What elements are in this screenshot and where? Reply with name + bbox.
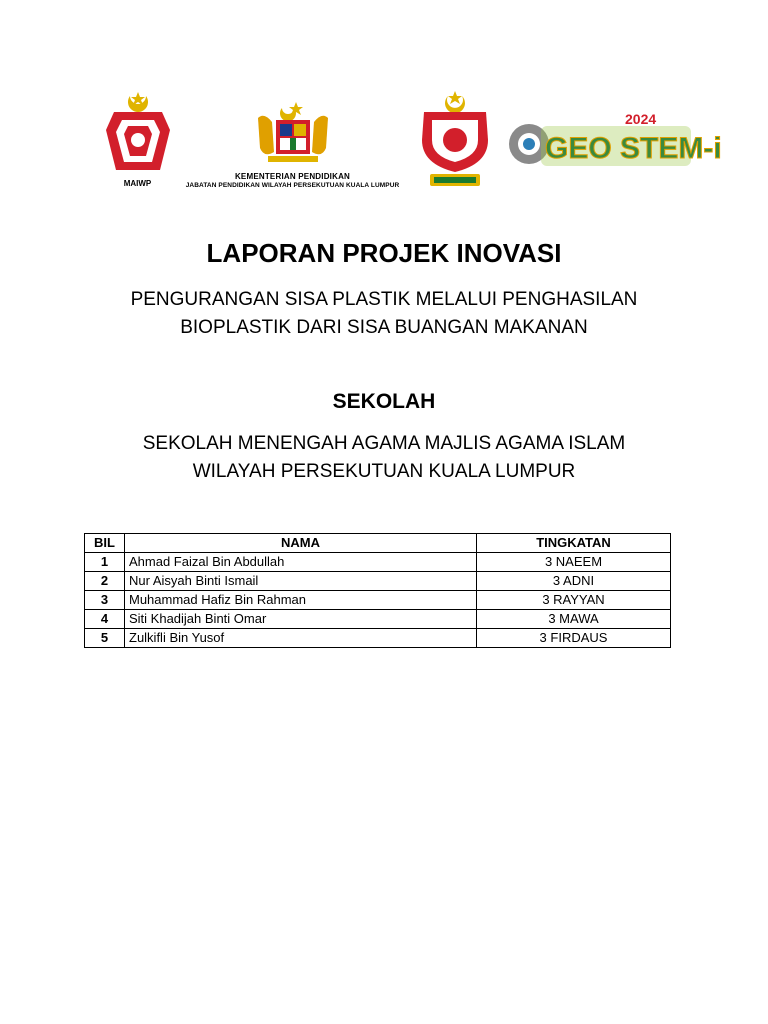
logo-banner (0, 84, 768, 194)
cell-bil: 3 (85, 591, 125, 610)
cell-nama: Siti Khadijah Binti Omar (125, 610, 477, 629)
kpm-line1: KEMENTERIAN PENDIDIKAN (234, 172, 351, 181)
school-heading: SEKOLAH (332, 390, 436, 413)
table-row (85, 629, 671, 648)
sma-maiwp-emblem-icon (416, 90, 494, 190)
cell-bil: 1 (85, 553, 125, 572)
cell-tingkatan: 3 RAYYAN (477, 591, 671, 610)
school-line2: WILAYAH PERSEKUTUAN KUALA LUMPUR (192, 461, 576, 482)
header-tingkatan: TINGKATAN (477, 534, 671, 553)
kpm-line2: JABATAN PENDIDIKAN WILAYAH PERSEKUTUAN KUALA LUMPUR (185, 182, 400, 189)
cell-nama: Muhammad Hafiz Bin Rahman (125, 591, 477, 610)
table-row (85, 591, 671, 610)
header-bil: BIL (85, 534, 125, 553)
table-row (85, 610, 671, 629)
cell-bil: 2 (85, 572, 125, 591)
school-line1: SEKOLAH MENENGAH AGAMA MAJLIS AGAMA ISLAM (142, 433, 626, 454)
cell-tingkatan: 3 NAEEM (477, 553, 671, 572)
geo-stem-logo (505, 102, 722, 182)
table-header-row (85, 534, 671, 553)
cell-tingkatan: 3 MAWA (477, 610, 671, 629)
header-nama: NAMA (125, 534, 477, 553)
cell-bil: 4 (85, 610, 125, 629)
malaysia-crest-icon (180, 98, 405, 168)
sma-maiwp-logo (416, 90, 494, 190)
table-row (85, 553, 671, 572)
student-table (84, 533, 671, 648)
geo-stem-emblem-icon (505, 102, 722, 182)
subtitle-line2: BIOPLASTIK DARI SISA BUANGAN MAKANAN (180, 317, 588, 338)
cell-tingkatan: 3 FIRDAUS (477, 629, 671, 648)
cell-nama: Zulkifli Bin Yusof (125, 629, 477, 648)
table-row (85, 572, 671, 591)
maiwp-emblem-icon (100, 90, 175, 178)
school-name (0, 430, 768, 486)
cell-tingkatan: 3 ADNI (477, 572, 671, 591)
kementerian-logo (180, 98, 405, 188)
maiwp-label: MAIWP (123, 179, 152, 188)
geo-stem-year: 2024 (625, 111, 657, 127)
cell-nama: Ahmad Faizal Bin Abdullah (125, 553, 477, 572)
report-title: LAPORAN PROJEK INOVASI (206, 238, 562, 268)
maiwp-logo (100, 90, 175, 190)
subtitle-line1: PENGURANGAN SISA PLASTIK MELALUI PENGHASILAN (130, 289, 638, 310)
report-subtitle (0, 286, 768, 342)
geo-stem-text: GEO STEM-i (545, 132, 722, 165)
cell-nama: Nur Aisyah Binti Ismail (125, 572, 477, 591)
cell-bil: 5 (85, 629, 125, 648)
